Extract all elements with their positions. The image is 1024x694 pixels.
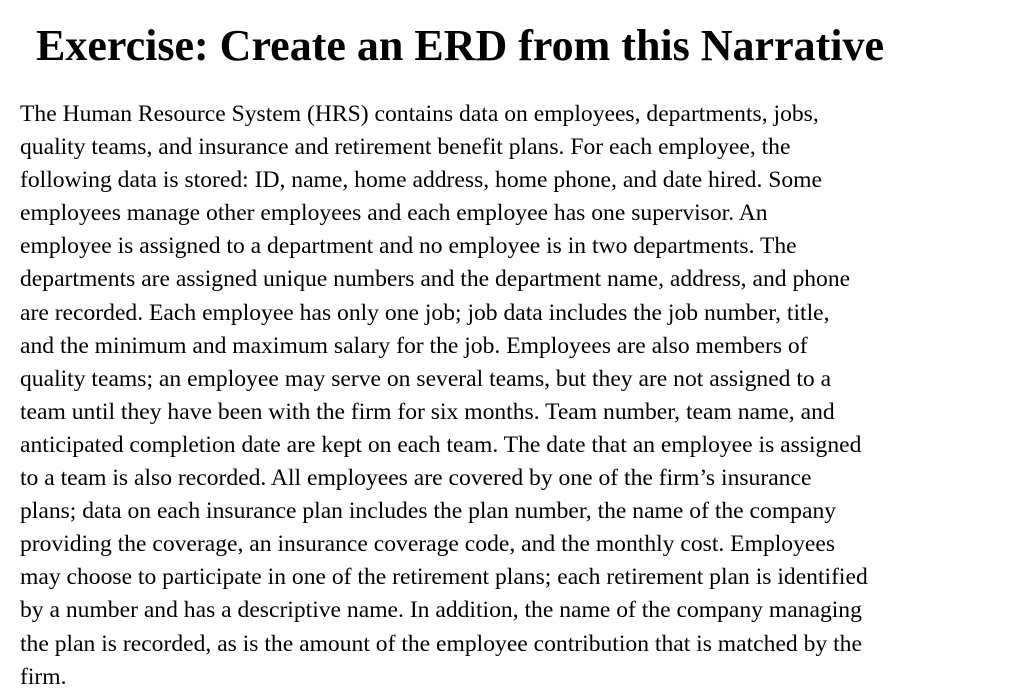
narrative-line: are recorded. Each employee has only one job; job data includes the job number, title, [20, 299, 830, 326]
narrative-line: providing the coverage, an insurance coverage code, and the monthly cost. Employees [20, 531, 836, 558]
narrative-paragraph [20, 98, 1020, 694]
narrative-line: the plan is recorded, as is the amount of the employee contribution that is matched by the [20, 630, 862, 657]
narrative-line: quality teams; an employee may serve on several teams, but they are not assigned to a [20, 365, 832, 392]
narrative-line: may choose to participate in one of the retirement plans; each retirement plan is identified [20, 564, 868, 591]
narrative-line: quality teams, and insurance and retirement benefit plans. For each employee, the [20, 134, 791, 161]
page-title: Exercise: Create an ERD from this Narrative [36, 21, 885, 70]
narrative-line: firm. [20, 663, 67, 690]
narrative-line: team until they have been with the firm for six months. Team number, team name, and [20, 398, 835, 425]
narrative-line: following data is stored: ID, name, home address, home phone, and date hired. Some [20, 167, 822, 194]
narrative-line: plans; data on each insurance plan includes the plan number, the name of the company [20, 498, 837, 525]
narrative-line: The Human Resource System (HRS) contains data on employees, departments, jobs, [20, 101, 819, 127]
narrative-line: departments are assigned unique numbers and the department name, address, and phone [20, 266, 851, 293]
narrative-line: anticipated completion date are kept on each team. The date that an employee is assigned [20, 431, 862, 458]
narrative-line: and the minimum and maximum salary for the job. Employees are also members of [20, 332, 808, 359]
narrative-line: by a number and has a descriptive name. In addition, the name of the company managing [20, 597, 862, 624]
narrative-line: employees manage other employees and each employee has one supervisor. An [20, 200, 768, 227]
narrative-line: employee is assigned to a department and no employee is in two departments. The [20, 233, 797, 260]
narrative-line: to a team is also recorded. All employees are covered by one of the firm’s insurance [20, 465, 812, 492]
